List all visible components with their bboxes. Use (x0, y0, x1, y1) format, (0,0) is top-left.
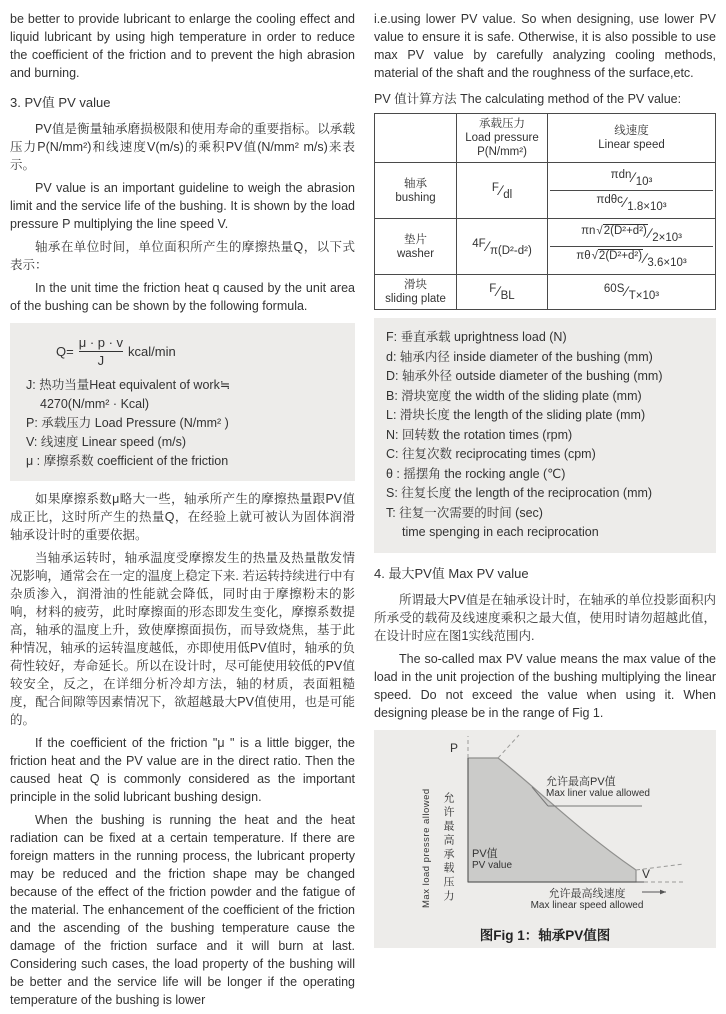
x-axis-label (522, 888, 652, 912)
sliding-s-den: T×10³ (628, 290, 660, 302)
bushing-zh: 轴承 (404, 177, 427, 190)
right-column (374, 10, 716, 948)
formula-q (56, 335, 343, 368)
slash: ∕ (625, 283, 628, 299)
formula-note-v: V: 线速度 Linear speed (m/s) (26, 435, 187, 449)
section-3-heading: 3. PV值 PV value (10, 95, 111, 110)
p-axis-label: P (450, 740, 459, 755)
dashed-extension-top-curve (498, 735, 519, 758)
bushing-en: bushing (395, 191, 436, 204)
definitions-box (374, 318, 716, 553)
section-4-heading: 4. 最大PV值 Max PV value (374, 565, 529, 581)
def-L: L: 滑块长度 the length of the sliding plate (mm) (386, 408, 646, 422)
def-d: d: 轴承内径 inside diameter of the bushing (mm) (386, 349, 653, 364)
paragraph-continuation: be better to provide lubricant to enlarge the cooling effect and liquid lubricant by using high temperature in order to reduce the coefficient of the friction and to prevent the high abrasion and burning. (10, 12, 355, 80)
y-axis-label-zh: 允许最高承载压力 (442, 791, 454, 904)
bushing-s2-den: 1.8×10³ (627, 201, 667, 213)
fraction-denominator: J (97, 353, 105, 368)
sliding-p-den: BL (500, 290, 515, 302)
washer-s1-pre: πn (581, 225, 596, 237)
slash: ∕ (486, 237, 489, 254)
pv-area-label-zh: PV值 (472, 847, 498, 860)
max-pv-annotation (546, 776, 650, 800)
formula-unit: kcal/min (128, 344, 176, 359)
def-B: B: 滑块宽度 the width of the sliding plate (mm) (386, 388, 642, 403)
bushing-speed-1 (550, 166, 713, 191)
washer-en: washer (396, 247, 435, 260)
sliding-name-cell (375, 275, 457, 310)
washer-speed-1 (550, 222, 713, 247)
formula-note-j2: 4270(N/mm² · Kcal) (40, 397, 150, 411)
washer-name-cell (375, 219, 457, 275)
bushing-speed-2 (550, 191, 713, 215)
def-C: C: 往复次数 reciprocating times (cpm) (386, 447, 596, 461)
bushing-s1-num: πdn (610, 169, 632, 181)
v-axis-label: V (642, 866, 651, 881)
washer-s2-radicand: 2(D²+d²) (598, 250, 643, 262)
figure-1-pv-chart (374, 730, 716, 948)
washer-s1-radicand: 2(D²+d²) (603, 225, 647, 237)
def-F: F: 垂直承载 uprightness load (N) (386, 330, 567, 344)
fraction (79, 335, 123, 368)
table-row-washer (375, 219, 716, 275)
washer-s2-den: 3.6×10³ (647, 257, 687, 269)
formula-note-p: P: 承载压力 Load Pressure (N/mm² ) (26, 416, 229, 430)
bushing-s2-num: πdθc (596, 194, 623, 206)
paragraph-maxpv-en: The so-called max PV value means the max value of the load in the unit projection of the bushing multiplying the linear speed. Do not exceed the value when using it. When designing please be in the range of Fig 1. (374, 651, 716, 720)
paragraph-heat-en: In the unit time the friction heat q caused by the unit area of the bushing can be shown by the following formula. (10, 281, 355, 313)
washer-speed-2 (550, 247, 713, 271)
table-row-sliding-plate (375, 275, 716, 310)
sqrt-sign: √ (591, 250, 598, 262)
formula-note-mu: μ : 摩擦系数 coefficient of the friction (26, 454, 229, 468)
sliding-speed-cell (548, 275, 716, 310)
header-load-pressure (457, 114, 548, 163)
bushing-p-num: F (491, 181, 499, 194)
paragraph-heat-zh: 轴承在单位时间，单位面积所产生的摩擦热量Q，以下式表示： (10, 240, 355, 272)
v-arrowhead (660, 889, 666, 894)
fraction-bar (79, 351, 123, 352)
washer-zh: 垫片 (404, 233, 427, 246)
def-N: N: 回转数 the rotation times (rpm) (386, 427, 573, 442)
pv-area-label (472, 848, 512, 872)
header-load-pressure-sub: P(N/mm²) (477, 146, 527, 158)
bushing-p-den: dl (503, 188, 513, 201)
figure-caption: 图Fig 1：轴承PV值图 (479, 927, 611, 943)
sliding-en: sliding plate (385, 293, 446, 305)
formula-lhs: Q= (56, 344, 74, 359)
paragraph-maxpv-zh: 所谓最大PV值是在轴承设计时，在轴承的单位投影面积内所承受的载荷及线速度乘积之最大值，使用时请勿超越此值，在设计时应在图1实线范围内. (374, 592, 716, 643)
slash: ∕ (499, 181, 503, 198)
washer-pressure-cell (457, 219, 548, 275)
washer-p-den: π(D²-d²) (489, 244, 532, 257)
pv-area-label-en: PV value (472, 859, 513, 871)
sliding-zh: 滑块 (404, 279, 427, 291)
paragraph-pv-zh: PV值是衡量轴承磨损极限和使用寿命的重要指标。以承载压力P(N/mm²)和线速度V(m/s)的乘积PV值(N/mm² m/s)来表示。 (10, 122, 355, 172)
def-T: T: 往复一次需要的时间 (sec) (386, 505, 543, 520)
formula-note-j: J: 热功当量Heat equivalent of work≒ (26, 378, 231, 392)
washer-s2-pre: πθ (576, 250, 591, 262)
paragraph-friction-en: If the coefficient of the friction "μ " is a little bigger, the friction heat and the PV value are in the direct ratio. Then the caused heat Q is commonly considered as the important principle in the solid lubricant bushing design. (10, 736, 355, 804)
table-row-bushing (375, 163, 716, 219)
header-linear-speed (548, 114, 716, 163)
def-theta: θ : 摇摆角 the rocking angle (℃) (386, 466, 566, 481)
header-empty-cell (375, 114, 457, 163)
x-axis-label-zh: 允许最高线速度 (548, 887, 626, 900)
sliding-s-num: 60S (603, 283, 625, 295)
x-axis-label-en: Max linear speed allowed (530, 899, 644, 911)
pv-calculation-table (374, 113, 716, 310)
slash: ∕ (623, 194, 627, 210)
slash: ∕ (648, 225, 652, 241)
washer-speed-cell (548, 219, 716, 275)
bushing-speed-cell (548, 163, 716, 219)
max-pv-annotation-en: Max liner value allowed (546, 787, 650, 799)
header-linear-speed-zh: 线速度 (614, 125, 649, 137)
washer-p-num: 4F (472, 237, 486, 250)
paragraph-friction-zh: 如果摩擦系数μ略大一些，轴承所产生的摩擦热量跟PV值成正比，这时所产生的热量Q，在经验上就可被认为固体润滑轴承设计时的重要依据。 (10, 492, 355, 542)
header-load-pressure-en: Load pressure (465, 132, 539, 144)
header-linear-speed-en: Linear speed (598, 139, 665, 151)
sliding-p-num: F (489, 283, 497, 295)
paragraph-pv-en: PV value is an important guideline to weigh the abrasion limit and the service life of the bushing. It is shown by the load pressure P multiplying the line speed V. (10, 181, 355, 231)
bushing-s1-den: 10³ (635, 176, 653, 188)
paragraph-running-en: When the bushing is running the heat and the heat radiation can be fixed at a certain temperature. If there are foreign matters in the running process, the lubricant property may be reduced and the friction shape may be changed because of the effect of the friction powder and the fatigue of the material. The enhancement of the coefficient of the friction and the ascending of the bushing temperature cause the damage of the friction surface and it will burn at last. Considering such cases, the load property of the bushing will be better and the service life will be longer if the operating temperature of the bushing is lower (10, 813, 355, 1007)
slash: ∕ (632, 169, 635, 185)
paragraph-lower-pv: i.e.using lower PV value. So when designing, use lower PV value to ensure it is safe. Otherwise, it is also possible to use max PV value by carefully analyzing cooling methods, material of the shaft and the roughness of the surface,etc. (374, 12, 716, 80)
washer-s1-den: 2×10³ (652, 232, 682, 244)
max-pv-annotation-zh: 允许最高PV值 (546, 775, 616, 788)
bushing-name-cell (375, 163, 457, 219)
table-title: PV 值计算方法 The calculating method of the PV value: (374, 92, 682, 106)
bushing-pressure-cell (457, 163, 548, 219)
def-D: D: 轴承外径 outside diameter of the bushing (mm) (386, 369, 663, 383)
slash: ∕ (644, 250, 647, 266)
left-column (10, 10, 355, 1014)
header-load-pressure-zh: 承载压力 (479, 118, 525, 130)
def-S: S: 往复长度 the length of the reciprocation (mm) (386, 486, 653, 500)
formula-box (10, 323, 355, 481)
sqrt-sign: √ (596, 225, 603, 237)
table-header-row (375, 114, 716, 163)
slash: ∕ (497, 283, 500, 299)
y-axis-label-en: Max load pressre allowed (421, 787, 432, 908)
sliding-pressure-cell (457, 275, 548, 310)
def-T-cont: time spenging in each reciprocation (402, 525, 599, 539)
paragraph-running-zh: 当轴承运转时，轴承温度受摩擦发生的热量及热量散发情况影响，通常会在一定的温度上稳定下来. 若运转持续进行中有杂质渗入，润滑油的性能就会降低，同时由于摩擦粉末的影响，材料的疲劳，此时摩擦面的形态即发生变化，摩擦系数提高，轴承的温度上升，致使摩擦面损伤，而导致烧焦，基于此种情况，轴承的运转温度越低，亦即使用低PV值时，轴承的负荷性较好，寿命延长。所以在设计时，尽可能使用较低的PV值较安全，反之，在详细分析冷却方法，轴的材质，表面粗糙度，配合间隙等因素情况下，欲超越最大PV值使用，也是可能的。 (10, 551, 355, 727)
fraction-numerator: μ · p · v (78, 335, 124, 350)
